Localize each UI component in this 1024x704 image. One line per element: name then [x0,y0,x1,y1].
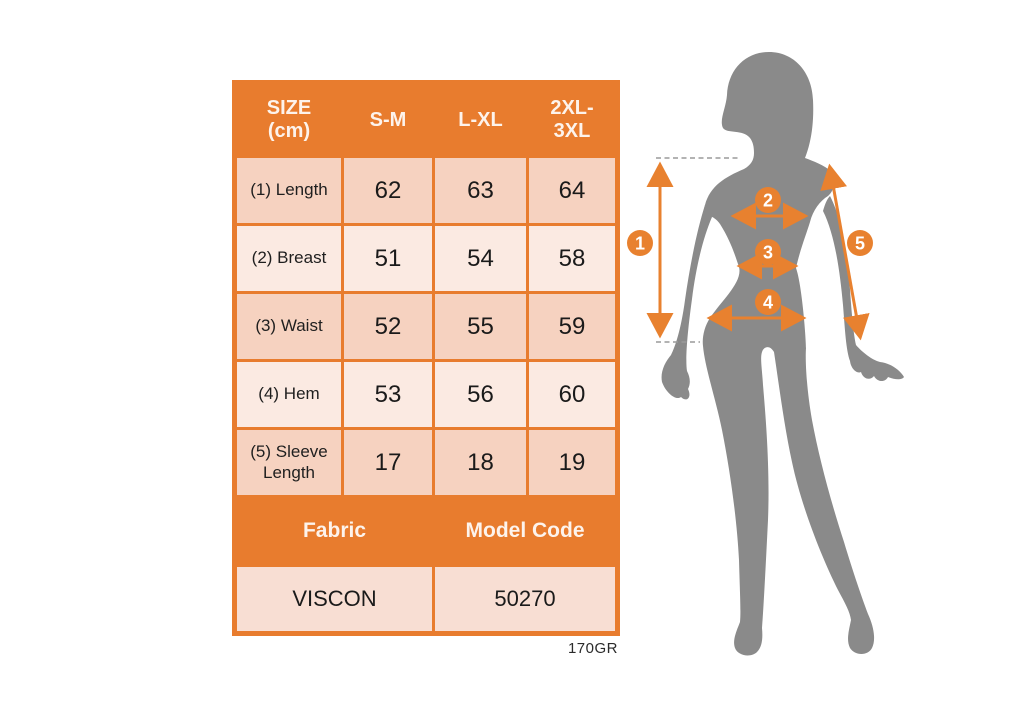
row-waist-sm: 52 [344,294,432,359]
weight-note: 170GR [567,640,618,657]
silhouette-right-arm [823,196,904,381]
measurement-figure [600,30,950,704]
row-breast-sm: 51 [344,226,432,291]
table-body [237,158,615,495]
size-chart-table [232,80,620,636]
measure-badge-1 [627,230,653,256]
table-footer-values [237,567,615,631]
header-size-cm [237,85,341,155]
row-length-2xl3xl: 64 [529,158,615,223]
header-s-m: S-M [344,85,432,155]
row-length-lxl: 63 [435,158,526,223]
row-waist-lxl: 55 [435,294,526,359]
fabric-header: Fabric [237,498,432,564]
row-hem-lxl: 56 [435,362,526,427]
row-sleeve-2xl3xl: 19 [529,430,615,495]
header-2xl-3xl-label: 2XL-3XL [550,97,594,142]
model-code-value: 50270 [435,567,615,631]
measure-badge-3 [755,239,781,265]
row-sleeve-sm: 17 [344,430,432,495]
table-footer-header [237,498,615,564]
row-breast-lxl: 54 [435,226,526,291]
row-sleeve-lxl: 18 [435,430,526,495]
row-hem-2xl3xl: 60 [529,362,615,427]
row-breast-label: (2) Breast [237,226,341,291]
row-breast-2xl3xl: 58 [529,226,615,291]
silhouette-left-arm [662,205,712,399]
table-header-row [237,85,615,155]
model-code-header: Model Code [435,498,615,564]
woman-silhouette [662,52,904,655]
fabric-value: VISCON [237,567,432,631]
badge-1-number: 1 [634,233,646,254]
badge-2-number: 2 [762,190,774,211]
measure-badge-4 [755,289,781,315]
header-size-cm-label: SIZE (cm) [266,97,312,142]
row-sleeve-label: (5) Sleeve Length [237,430,341,495]
measure-badge-5 [847,230,873,256]
measure-badge-2 [755,187,781,213]
badge-5-number: 5 [854,233,866,254]
row-length-sm: 62 [344,158,432,223]
header-l-xl: L-XL [435,85,526,155]
row-hem-label: (4) Hem [237,362,341,427]
row-length-label: (1) Length [237,158,341,223]
badge-4-number: 4 [762,292,774,313]
row-hem-sm: 53 [344,362,432,427]
row-waist-label: (3) Waist [237,294,341,359]
row-waist-2xl3xl: 59 [529,294,615,359]
badge-3-number: 3 [762,242,774,263]
